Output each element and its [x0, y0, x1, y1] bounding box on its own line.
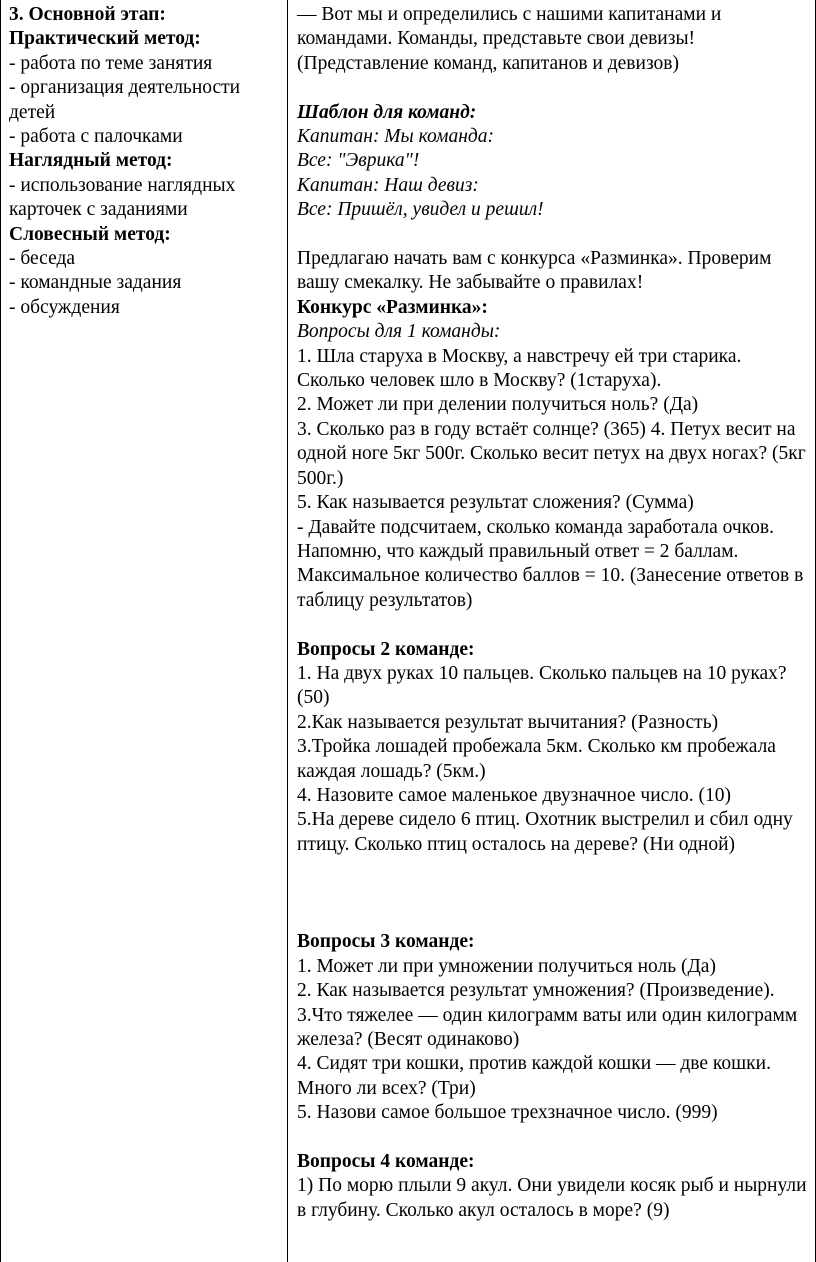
template-line: Капитан: Мы команда:	[297, 126, 494, 148]
team3-heading: Вопросы 3 команде:	[297, 931, 475, 953]
start-paragraph: Предлагаю начать вам с конкурса «Разминка». Проверим вашу смекалку. Не забывайте о правилах!	[297, 248, 772, 294]
team1-heading: Вопросы для 1 команды:	[297, 321, 501, 343]
lesson-content-column	[297, 3, 809, 1223]
team3-question: 3.Что тяжелее — один килограмм ваты или один килограмм железа? (Весят одинаково)	[297, 1004, 798, 1050]
practical-item: - работа по теме занятия	[9, 52, 213, 74]
team1-question: 1. Шла старуха в Москву, а навстречу ей три старика. Сколько человек шло в Москву? (1старуха).	[297, 345, 742, 392]
visual-method-heading: Наглядный метод:	[9, 150, 173, 172]
team3-question: 1. Может ли при умножении получиться ноль (Да)	[297, 955, 716, 977]
contest-heading: Конкурс «Разминка»:	[297, 296, 488, 318]
template-line: Капитан: Наш девиз:	[297, 174, 479, 196]
methods-column	[9, 3, 281, 320]
team3-question: 2. Как называется результат умножения? (Произведение).	[297, 980, 775, 1002]
team2-question: 5.На дереве сидело 6 птиц. Охотник выстрелил и сбил одну птицу. Сколько птиц осталось на дереве? (Ни одной)	[297, 809, 793, 855]
team3-question: 5. Назови самое большое трехзначное число. (999)	[297, 1102, 718, 1124]
practical-method-heading: Практический метод:	[9, 28, 201, 50]
verbal-item: - беседа	[9, 248, 76, 270]
team2-question: 4. Назовите самое маленькое двузначное число. (10)	[297, 784, 732, 806]
template-heading: Шаблон для команд:	[297, 101, 477, 123]
team1-scoring-note: - Давайте подсчитаем, сколько команда заработала очков. Напомню, что каждый правильный ответ = 2 баллам. Максимальное количество баллов = 10. (Занесение ответов в таблицу результатов)	[297, 516, 804, 611]
team2-question: 3.Тройка лошадей пробежала 5км. Сколько км пробежала каждая лошадь? (5км.)	[297, 736, 776, 782]
intro-paragraph: — Вот мы и определились с нашими капитанами и командами. Команды, представьте свои девизы! (Представление команд, капитанов и девизов)	[297, 4, 722, 74]
team2-question: 1. На двух руках 10 пальцев. Сколько пальцев на 10 руках? (50)	[297, 662, 787, 709]
template-line: Все: Пришёл, увидел и решил!	[297, 199, 544, 221]
column-divider	[287, 0, 288, 1262]
team1-question: 2. Может ли при делении получиться ноль? (Да)	[297, 394, 699, 416]
team1-question: 3. Сколько раз в году встаёт солнце? (365) 4. Петух весит на одной ноге 5кг 500г. Сколько весит петух на двух ногах? (5кг 500г.)	[297, 418, 806, 489]
verbal-method-heading: Словесный метод:	[9, 223, 171, 245]
team2-question: 2.Как называется результат вычитания? (Разность)	[297, 711, 719, 733]
practical-item: - работа с палочками	[9, 126, 183, 148]
team2-heading: Вопросы 2 команде:	[297, 638, 475, 660]
stage-title: 3. Основной этап:	[9, 4, 166, 25]
team4-heading: Вопросы 4 команде:	[297, 1151, 475, 1172]
team1-question: 5. Как называется результат сложения? (Сумма)	[297, 492, 694, 514]
verbal-item: - командные задания	[9, 272, 182, 294]
template-line: Все: "Эврика"!	[297, 150, 420, 172]
team4-question: 1) По морю плыли 9 акул. Они увидели косяк рыб и нырнули в глубину. Сколько акул осталось в море? (9)	[297, 1175, 807, 1221]
verbal-item: - обсуждения	[9, 296, 120, 318]
team3-question: 4. Сидят три кошки, против каждой кошки — две кошки. Много ли всех? (Три)	[297, 1053, 771, 1099]
practical-item: - организация деятельности детей	[9, 77, 241, 123]
visual-item: - использование наглядных карточек с заданиями	[9, 174, 236, 221]
